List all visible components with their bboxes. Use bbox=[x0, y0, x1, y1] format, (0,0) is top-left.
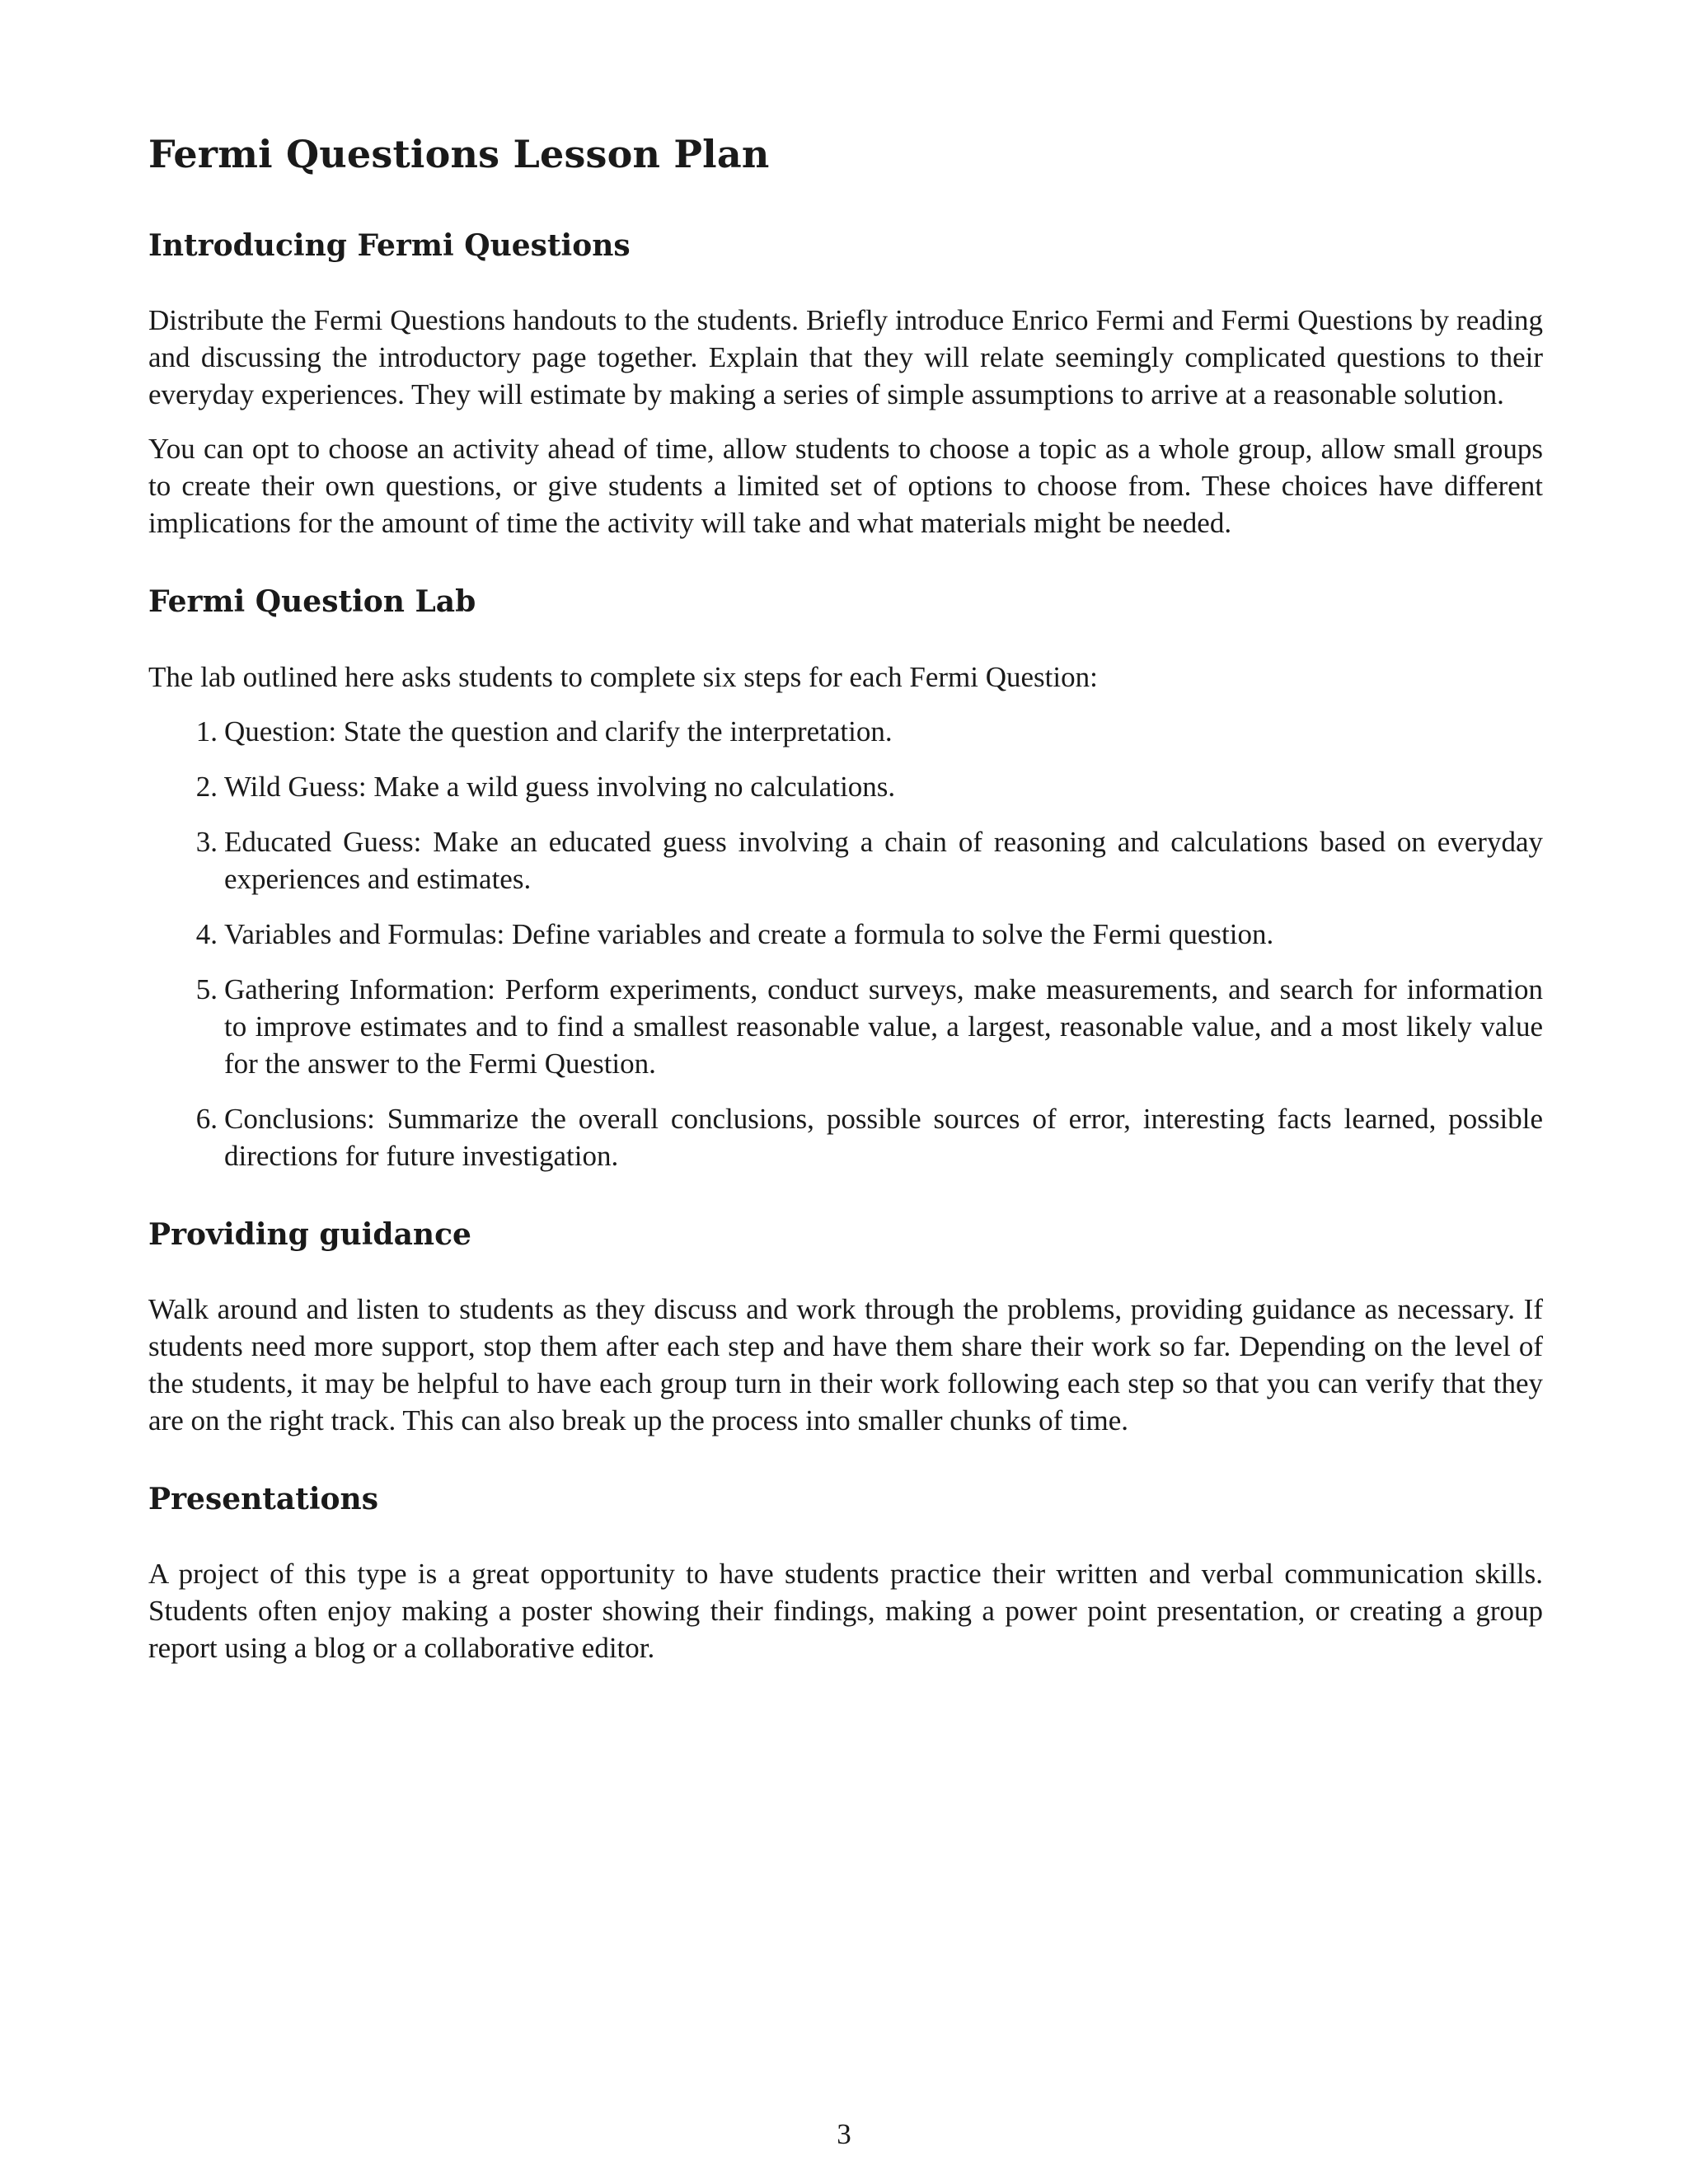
list-item-text: Question: State the question and clarify the interpretation. bbox=[224, 715, 893, 748]
paragraph: A project of this type is a great opportunity to have students practice their written and verbal communication skills. Students often enjoy making a poster showing their findings, making a power point presentation, or creating a group report using a blog or a collaborative editor. bbox=[148, 1557, 1543, 1664]
list-item bbox=[148, 1100, 1543, 1174]
section-heading: Introducing Fermi Questions bbox=[148, 228, 631, 264]
list-number: 1. bbox=[195, 715, 218, 748]
list-item bbox=[148, 971, 1543, 1082]
list-item bbox=[148, 823, 1543, 898]
list-item-text: Variables and Formulas: Define variables and create a formula to solve the Fermi question. bbox=[224, 917, 1274, 950]
section-introducing-fermi-questions bbox=[148, 228, 1543, 541]
document-title: Fermi Questions Lesson Plan bbox=[148, 132, 770, 176]
paragraph: Walk around and listen to students as they discuss and work through the problems, providing guidance as necessary. If students need more support, stop them after each step and have them share their work so far. Depending on the level of the students, it may be helpful to have each group turn in their work following each step so that you can verify that they are on the right track. This can also break up the process into smaller chunks of time. bbox=[148, 1292, 1543, 1436]
list-item-text: Wild Guess: Make a wild guess involving no calculations. bbox=[224, 770, 896, 803]
steps-list bbox=[148, 713, 1543, 1174]
list-item-text: Educated Guess: Make an educated guess involving a chain of reasoning and calculations based on everyday experiences and estimates. bbox=[224, 825, 1543, 895]
list-number: 2. bbox=[195, 770, 218, 803]
list-number: 6. bbox=[195, 1102, 218, 1135]
paragraph: The lab outlined here asks students to complete six steps for each Fermi Question: bbox=[148, 660, 1098, 693]
section-providing-guidance bbox=[148, 1217, 1543, 1439]
list-number: 3. bbox=[195, 825, 218, 858]
section-heading: Providing guidance bbox=[148, 1216, 471, 1252]
list-item bbox=[148, 916, 1543, 953]
list-item-text: Gathering Information: Perform experiments, conduct surveys, make measurements, and search for information to improve estimates and to find a smallest reasonable value, a largest, reasonable value, and a most likely value for the answer to the Fermi Question. bbox=[224, 972, 1543, 1080]
page-number: 3 bbox=[837, 2118, 851, 2150]
section-presentations bbox=[148, 1482, 1543, 1666]
list-item bbox=[148, 768, 1543, 805]
list-number: 5. bbox=[195, 972, 218, 1005]
list-number: 4. bbox=[195, 917, 218, 950]
section-fermi-question-lab bbox=[148, 584, 1543, 1174]
paragraph: You can opt to choose an activity ahead of time, allow students to choose a topic as a whole group, allow small groups to create their own questions, or give students a limited set of options to choose from. These choices have different implications for the amount of time the activity will take and what materials might be needed. bbox=[148, 433, 1543, 540]
list-item-text: Conclusions: Summarize the overall conclusions, possible sources of error, interesting facts learned, possible directions for future investigation. bbox=[224, 1102, 1543, 1172]
section-heading: Fermi Question Lab bbox=[148, 584, 476, 620]
section-heading: Presentations bbox=[148, 1481, 378, 1516]
document-page bbox=[148, 132, 1543, 1709]
paragraph: Distribute the Fermi Questions handouts to the students. Briefly introduce Enrico Fermi and Fermi Questions by reading and discussing the introductory page together. Explain that they will relate seemingly complicated questions to their everyday experiences. They will estimate by making a series of simple assumptions to arrive at a reasonable solution. bbox=[148, 304, 1543, 411]
list-item bbox=[148, 713, 1543, 750]
